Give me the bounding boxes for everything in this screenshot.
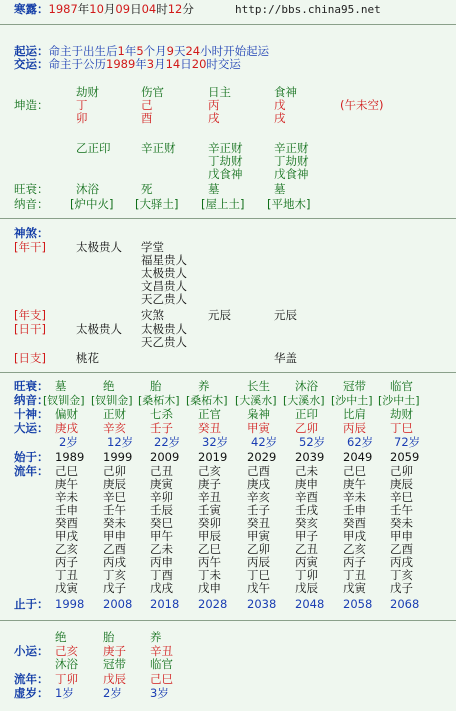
dayun-liunian-cell: 甲戌 — [55, 529, 78, 543]
dayun-wangshuai-cell: 胎 — [150, 379, 162, 393]
dayun-liunian-cell: 丙子 — [343, 555, 366, 569]
dayun-start-cell: 1989 — [55, 450, 85, 464]
dayun-wangshuai-cell: 沐浴 — [295, 379, 318, 393]
dayun-ganzhi-cell: 癸丑 — [198, 421, 221, 435]
dayun-liunian-cell: 庚戌 — [247, 477, 270, 491]
shensha-item: 桃花 — [76, 351, 99, 365]
dayun-liunian-cell: 己巳 — [55, 464, 78, 478]
dayun-liunian-cell: 辛未 — [55, 490, 78, 504]
dayun-liunian-cell: 辛巳 — [390, 490, 413, 504]
dayun-liunian-cell: 丁酉 — [150, 568, 173, 582]
qiyun-text: 个月 — [143, 44, 167, 58]
dayun-liunian-cell: 乙酉 — [390, 542, 413, 556]
jiaoyun-text: 年 — [135, 57, 147, 71]
dayun-ganzhi-cell: 丙辰 — [343, 421, 366, 435]
dayun-liunian-cell: 乙巳 — [198, 542, 221, 556]
jiaoyun-text: 时交运 — [206, 57, 241, 71]
dayun-ganzhi-cell: 甲寅 — [247, 421, 270, 435]
canggan-year-1: 乙正印 — [76, 141, 111, 155]
shensha-item: 天乙贵人 — [141, 335, 187, 349]
dayun-liunian-cell: 壬子 — [247, 503, 270, 517]
xiaoyun-liunian-2: 戊辰 — [103, 672, 126, 686]
birth-hour: 04 — [141, 2, 157, 16]
dayun-nayin-cell: [大溪水] — [235, 394, 277, 407]
dizhi-month: 酉 — [141, 111, 153, 125]
dayun-age-cell: 42岁 — [251, 435, 278, 449]
dayun-liunian-cell: 己未 — [295, 464, 318, 478]
dayun-liunian-cell: 辛亥 — [247, 490, 270, 504]
dayun-liunian-cell: 乙酉 — [103, 542, 126, 556]
dayun-liunian-cell: 丙寅 — [295, 555, 318, 569]
kongwang: (午未空) — [340, 98, 384, 112]
dayun-liunian-cell: 庚寅 — [150, 477, 173, 491]
dayun-liunian-cell: 壬辰 — [150, 503, 173, 517]
qiyun-text: 年 — [124, 44, 137, 58]
dayun-liunian-cell: 庚申 — [295, 477, 318, 491]
dayun-liunian-cell: 戊戌 — [150, 581, 173, 595]
canggan-hour-2: 丁劫财 — [274, 154, 309, 168]
dizhi-hour: 戌 — [274, 111, 286, 125]
dayun-liunian-cell: 庚子 — [198, 477, 221, 491]
dayun-wangshuai-cell: 临官 — [390, 379, 413, 393]
dayun-shishen-cell: 偏财 — [55, 407, 78, 421]
dayun-liunian-cell: 戊子 — [390, 581, 413, 595]
xiaoyun-1: 己亥 — [55, 644, 78, 658]
dayun-liunian-cell: 癸丑 — [247, 516, 270, 530]
dayun-liunian-cell: 甲寅 — [247, 529, 270, 543]
dayun-liunian-cell: 甲申 — [103, 529, 126, 543]
dayun-liunian-cell: 丁巳 — [247, 568, 270, 582]
xiaoyun-liunian-label: 流年： — [14, 672, 49, 686]
shensha-niangan-label: [年干] — [14, 240, 46, 254]
dayun-end-cell: 1998 — [55, 597, 85, 611]
dayun-end-cell: 2028 — [198, 597, 228, 611]
shensha-item: 天乙贵人 — [141, 292, 187, 306]
dayun-wangshuai-cell: 冠带 — [343, 379, 366, 393]
dayun-liunian-cell: 壬申 — [343, 503, 366, 517]
shensha-item: 太极贵人 — [76, 240, 122, 254]
jiaoyun-value: 3 — [146, 57, 155, 71]
dayun-liunian-cell: 壬寅 — [198, 503, 221, 517]
dayun-age-cell: 12岁 — [107, 435, 134, 449]
xusui-2: 2岁 — [103, 686, 122, 700]
dayun-wangshuai-cell: 绝 — [103, 379, 115, 393]
birth-day: 09 — [115, 2, 131, 16]
dayun-liunian-cell: 辛巳 — [103, 490, 126, 504]
dayun-liunian-cell: 癸巳 — [150, 516, 173, 530]
dayun-liunian-cell: 癸酉 — [55, 516, 78, 530]
dayun-end-cell: 2038 — [247, 597, 277, 611]
jiaoyun-value: 20 — [191, 57, 207, 71]
divider — [0, 24, 456, 25]
shensha-item: 太极贵人 — [141, 322, 187, 336]
dayun-liunian-cell: 庚午 — [55, 477, 78, 491]
xiaoyun-3: 辛丑 — [150, 644, 173, 658]
dayun-liunian-cell: 癸酉 — [343, 516, 366, 530]
dayun-liunian-cell: 丁丑 — [55, 568, 78, 582]
shensha-item: 灾煞 — [141, 308, 164, 322]
shensha-title: 神煞： — [14, 226, 49, 240]
header-line — [14, 3, 194, 16]
dayun-ganzhi-cell: 辛亥 — [103, 421, 126, 435]
dayun-shishen-cell: 正印 — [295, 407, 318, 421]
dayun-shishen-cell: 七杀 — [150, 407, 173, 421]
xiaoyun-wangshuai2-1: 沐浴 — [55, 657, 78, 671]
shensha-item: 文昌贵人 — [141, 279, 187, 293]
dayun-ganzhi-label: 大运： — [14, 421, 49, 435]
shensha-rizhi-label: [日支] — [14, 351, 46, 365]
dayun-liunian-cell: 壬戌 — [295, 503, 318, 517]
dayun-end-cell: 2058 — [343, 597, 373, 611]
unit-minute: 分 — [182, 2, 194, 16]
tiangan-year: 丁 — [76, 98, 88, 112]
dayun-liunian-cell: 乙亥 — [343, 542, 366, 556]
jiaoyun-text: 日 — [180, 57, 192, 71]
dayun-ganzhi-cell: 丁巳 — [390, 421, 413, 435]
dayun-liunian-cell: 己卯 — [390, 464, 413, 478]
wangshuai-label: 旺衰： — [14, 182, 49, 196]
shensha-item: 福星贵人 — [141, 253, 187, 267]
shensha-item: 太极贵人 — [76, 322, 122, 336]
dayun-start-cell: 2039 — [295, 450, 325, 464]
dayun-liunian-cell: 丁亥 — [103, 568, 126, 582]
wangshuai-year: 沐浴 — [76, 182, 99, 196]
divider — [0, 620, 456, 621]
dayun-liunian-cell: 乙亥 — [55, 542, 78, 556]
dayun-start-cell: 2049 — [343, 450, 373, 464]
dayun-wangshuai-cell: 墓 — [55, 379, 67, 393]
dayun-liunian-cell: 乙卯 — [247, 542, 270, 556]
jiaoyun-label: 交运： — [14, 57, 49, 71]
dizhi-day: 戌 — [208, 111, 220, 125]
shensha-item: 华盖 — [274, 351, 297, 365]
dayun-liunian-cell: 癸亥 — [295, 516, 318, 530]
xusui-label: 虚岁： — [14, 686, 49, 700]
qiyun-value: 5 — [136, 44, 144, 58]
dayun-liunian-cell: 己巳 — [343, 464, 366, 478]
dayun-liunian-cell: 壬午 — [390, 503, 413, 517]
divider — [0, 218, 456, 219]
dayun-liunian-cell: 丙午 — [198, 555, 221, 569]
unit-day: 日 — [130, 2, 142, 16]
shishen-top-2: 伤官 — [141, 85, 164, 99]
dayun-wangshuai-label: 旺衰： — [14, 379, 49, 393]
nayin-year: [炉中火] — [70, 197, 114, 211]
xiaoyun-label: 小运： — [14, 644, 49, 658]
dayun-shishen-cell: 枭神 — [247, 407, 270, 421]
unit-month: 月 — [103, 2, 116, 16]
dayun-liunian-cell: 癸未 — [390, 516, 413, 530]
dayun-nayin-cell: [桑柘木] — [186, 394, 228, 407]
shishen-top-4: 食神 — [274, 85, 297, 99]
dayun-start-cell: 1999 — [103, 450, 133, 464]
qiyun-value: 9 — [166, 44, 174, 58]
shensha-item: 元辰 — [208, 308, 231, 322]
dayun-end-cell: 2018 — [150, 597, 180, 611]
kunzao-label: 坤造： — [14, 98, 49, 112]
jiaoyun-value: 14 — [165, 57, 181, 71]
dayun-shishen-cell: 劫财 — [390, 407, 413, 421]
dayun-ganzhi-cell: 庚戌 — [55, 421, 78, 435]
dayun-shishen-cell: 正官 — [198, 407, 221, 421]
shishen-top-1: 劫财 — [76, 85, 99, 99]
dayun-ganzhi-cell: 壬子 — [150, 421, 173, 435]
dayun-liunian-cell: 庚午 — [343, 477, 366, 491]
birth-month: 10 — [89, 2, 104, 16]
xiaoyun-wangshuai2-3: 临官 — [150, 657, 173, 671]
dayun-liunian-cell: 癸未 — [103, 516, 126, 530]
dayun-nayin-cell: [大溪水] — [283, 394, 325, 407]
qiyun-text: 命主于出生后 — [48, 44, 118, 58]
dayun-liunian-cell: 戊辰 — [295, 581, 318, 595]
xusui-3: 3岁 — [150, 686, 169, 700]
dayun-liunian-cell: 戊申 — [198, 581, 221, 595]
dayun-liunian-cell: 己亥 — [198, 464, 221, 478]
dayun-wangshuai-cell: 养 — [198, 379, 210, 393]
dayun-nayin-cell: [沙中土] — [378, 394, 420, 407]
dayun-liunian-cell: 辛丑 — [198, 490, 221, 504]
dayun-age-cell: 22岁 — [154, 435, 181, 449]
dayun-liunian-cell: 庚辰 — [103, 477, 126, 491]
dayun-liunian-cell: 甲辰 — [198, 529, 221, 543]
dayun-nayin-label: 纳音： — [14, 393, 49, 407]
dizhi-year: 卯 — [76, 111, 88, 125]
canggan-day-3: 戊食神 — [208, 167, 243, 181]
birth-minute: 12 — [167, 2, 183, 16]
wangshuai-day: 墓 — [208, 182, 220, 196]
dayun-end-cell: 2068 — [390, 597, 420, 611]
xiaoyun-wangshuai-3: 养 — [150, 630, 162, 644]
dayun-liunian-cell: 辛卯 — [150, 490, 173, 504]
dayun-age-cell: 52岁 — [299, 435, 326, 449]
wangshuai-month: 死 — [141, 182, 153, 196]
unit-hour: 时 — [156, 2, 168, 16]
unit-year: 年 — [77, 2, 90, 16]
jiaoyun-text: 命主于公历 — [48, 57, 106, 71]
nayin-month: [大驿土] — [135, 197, 179, 211]
qiyun-text: 天 — [173, 44, 186, 58]
xiaoyun-2: 庚子 — [103, 644, 126, 658]
dayun-age-cell: 72岁 — [394, 435, 421, 449]
dayun-nayin-cell: [钗钏金] — [43, 394, 85, 407]
dayun-liunian-cell: 丁未 — [198, 568, 221, 582]
dayun-wangshuai-cell: 长生 — [247, 379, 270, 393]
dayun-shishen-cell: 正财 — [103, 407, 126, 421]
tiangan-month: 己 — [141, 98, 153, 112]
canggan-hour-1: 辛正财 — [274, 141, 309, 155]
dayun-start-cell: 2009 — [150, 450, 180, 464]
divider — [0, 372, 456, 373]
dayun-liunian-cell: 丙戌 — [103, 555, 126, 569]
dayun-liunian-cell: 戊午 — [247, 581, 270, 595]
tiangan-hour: 戊 — [274, 98, 286, 112]
jieqi-label: 寒露： — [14, 2, 49, 16]
dayun-end-cell: 2048 — [295, 597, 325, 611]
dayun-age-cell: 62岁 — [347, 435, 374, 449]
dayun-liunian-cell: 甲子 — [295, 529, 318, 543]
xiaoyun-wangshuai-2: 胎 — [103, 630, 115, 644]
dayun-shishen-cell: 比肩 — [343, 407, 366, 421]
dayun-liunian-cell: 甲午 — [150, 529, 173, 543]
dayun-liunian-cell: 癸卯 — [198, 516, 221, 530]
dayun-liunian-cell: 庚辰 — [390, 477, 413, 491]
canggan-hour-3: 戊食神 — [274, 167, 309, 181]
dayun-liunian-cell: 乙未 — [150, 542, 173, 556]
shensha-item: 学堂 — [141, 240, 164, 254]
jiaoyun-text: 月 — [154, 57, 166, 71]
qiyun-value: 1 — [117, 44, 125, 58]
dayun-end-label: 止于： — [14, 597, 49, 611]
shensha-item: 太极贵人 — [141, 266, 187, 280]
nayin-hour: [平地木] — [267, 197, 311, 211]
shensha-nianzhi-label: [年支] — [14, 308, 46, 322]
dayun-liunian-cell: 丙戌 — [390, 555, 413, 569]
dayun-liunian-cell: 壬午 — [103, 503, 126, 517]
shensha-item: 元辰 — [274, 308, 297, 322]
dayun-liunian-cell: 丁亥 — [390, 568, 413, 582]
dayun-liunian-cell: 丁卯 — [295, 568, 318, 582]
dayun-liunian-cell: 己卯 — [103, 464, 126, 478]
site-url[interactable]: http://bbs.china95.net — [235, 3, 381, 16]
dayun-liunian-cell: 丁丑 — [343, 568, 366, 582]
dayun-start-cell: 2029 — [247, 450, 277, 464]
tiangan-day: 丙 — [208, 98, 220, 112]
dayun-liunian-cell: 己丑 — [150, 464, 173, 478]
dayun-shishen-label: 十神： — [14, 407, 49, 421]
dayun-nayin-cell: [桑柘木] — [138, 394, 180, 407]
dayun-liunian-cell: 丙子 — [55, 555, 78, 569]
xiaoyun-liunian-1: 丁卯 — [55, 672, 78, 686]
canggan-day-2: 丁劫财 — [208, 154, 243, 168]
wangshuai-hour: 墓 — [274, 182, 286, 196]
dayun-liunian-cell: 丙申 — [150, 555, 173, 569]
birth-year: 1987 — [48, 2, 78, 16]
xiaoyun-liunian-3: 己巳 — [150, 672, 173, 686]
qiyun-label: 起运： — [14, 44, 49, 58]
xiaoyun-wangshuai-1: 绝 — [55, 630, 67, 644]
dayun-start-label: 始于： — [14, 450, 49, 464]
dayun-liunian-cell: 丙辰 — [247, 555, 270, 569]
qiyun-value: 24 — [185, 44, 201, 58]
dayun-liunian-cell: 辛酉 — [295, 490, 318, 504]
dayun-liunian-cell: 壬申 — [55, 503, 78, 517]
dayun-start-cell: 2019 — [198, 450, 228, 464]
canggan-day-1: 辛正财 — [208, 141, 243, 155]
nayin-day: [屋上土] — [201, 197, 245, 211]
dayun-liunian-cell: 甲申 — [390, 529, 413, 543]
xiaoyun-wangshuai2-2: 冠带 — [103, 657, 126, 671]
dayun-liunian-cell: 戊寅 — [55, 581, 78, 595]
jiaoyun-line — [14, 58, 241, 71]
shensha-rigan-label: [日干] — [14, 322, 46, 336]
xusui-1: 1岁 — [55, 686, 74, 700]
shishen-top-3: 日主 — [208, 85, 231, 99]
dayun-start-cell: 2059 — [390, 450, 420, 464]
dayun-liunian-label: 流年： — [14, 464, 49, 478]
dayun-liunian-cell: 戊子 — [103, 581, 126, 595]
dayun-liunian-cell: 甲戌 — [343, 529, 366, 543]
canggan-month-1: 辛正财 — [141, 141, 176, 155]
jiaoyun-value: 1989 — [106, 57, 136, 71]
dayun-liunian-cell: 乙丑 — [295, 542, 318, 556]
dayun-ganzhi-cell: 乙卯 — [295, 421, 318, 435]
dayun-liunian-cell: 辛未 — [343, 490, 366, 504]
dayun-nayin-cell: [钗钏金] — [91, 394, 133, 407]
dayun-end-cell: 2008 — [103, 597, 133, 611]
dayun-age-cell: 2岁 — [59, 435, 78, 449]
dayun-nayin-cell: [沙中土] — [331, 394, 373, 407]
dayun-age-cell: 32岁 — [202, 435, 229, 449]
dayun-liunian-cell: 己酉 — [247, 464, 270, 478]
nayin-label: 纳音： — [14, 197, 49, 211]
qiyun-text: 小时开始起运 — [200, 44, 270, 58]
dayun-liunian-cell: 戊寅 — [343, 581, 366, 595]
